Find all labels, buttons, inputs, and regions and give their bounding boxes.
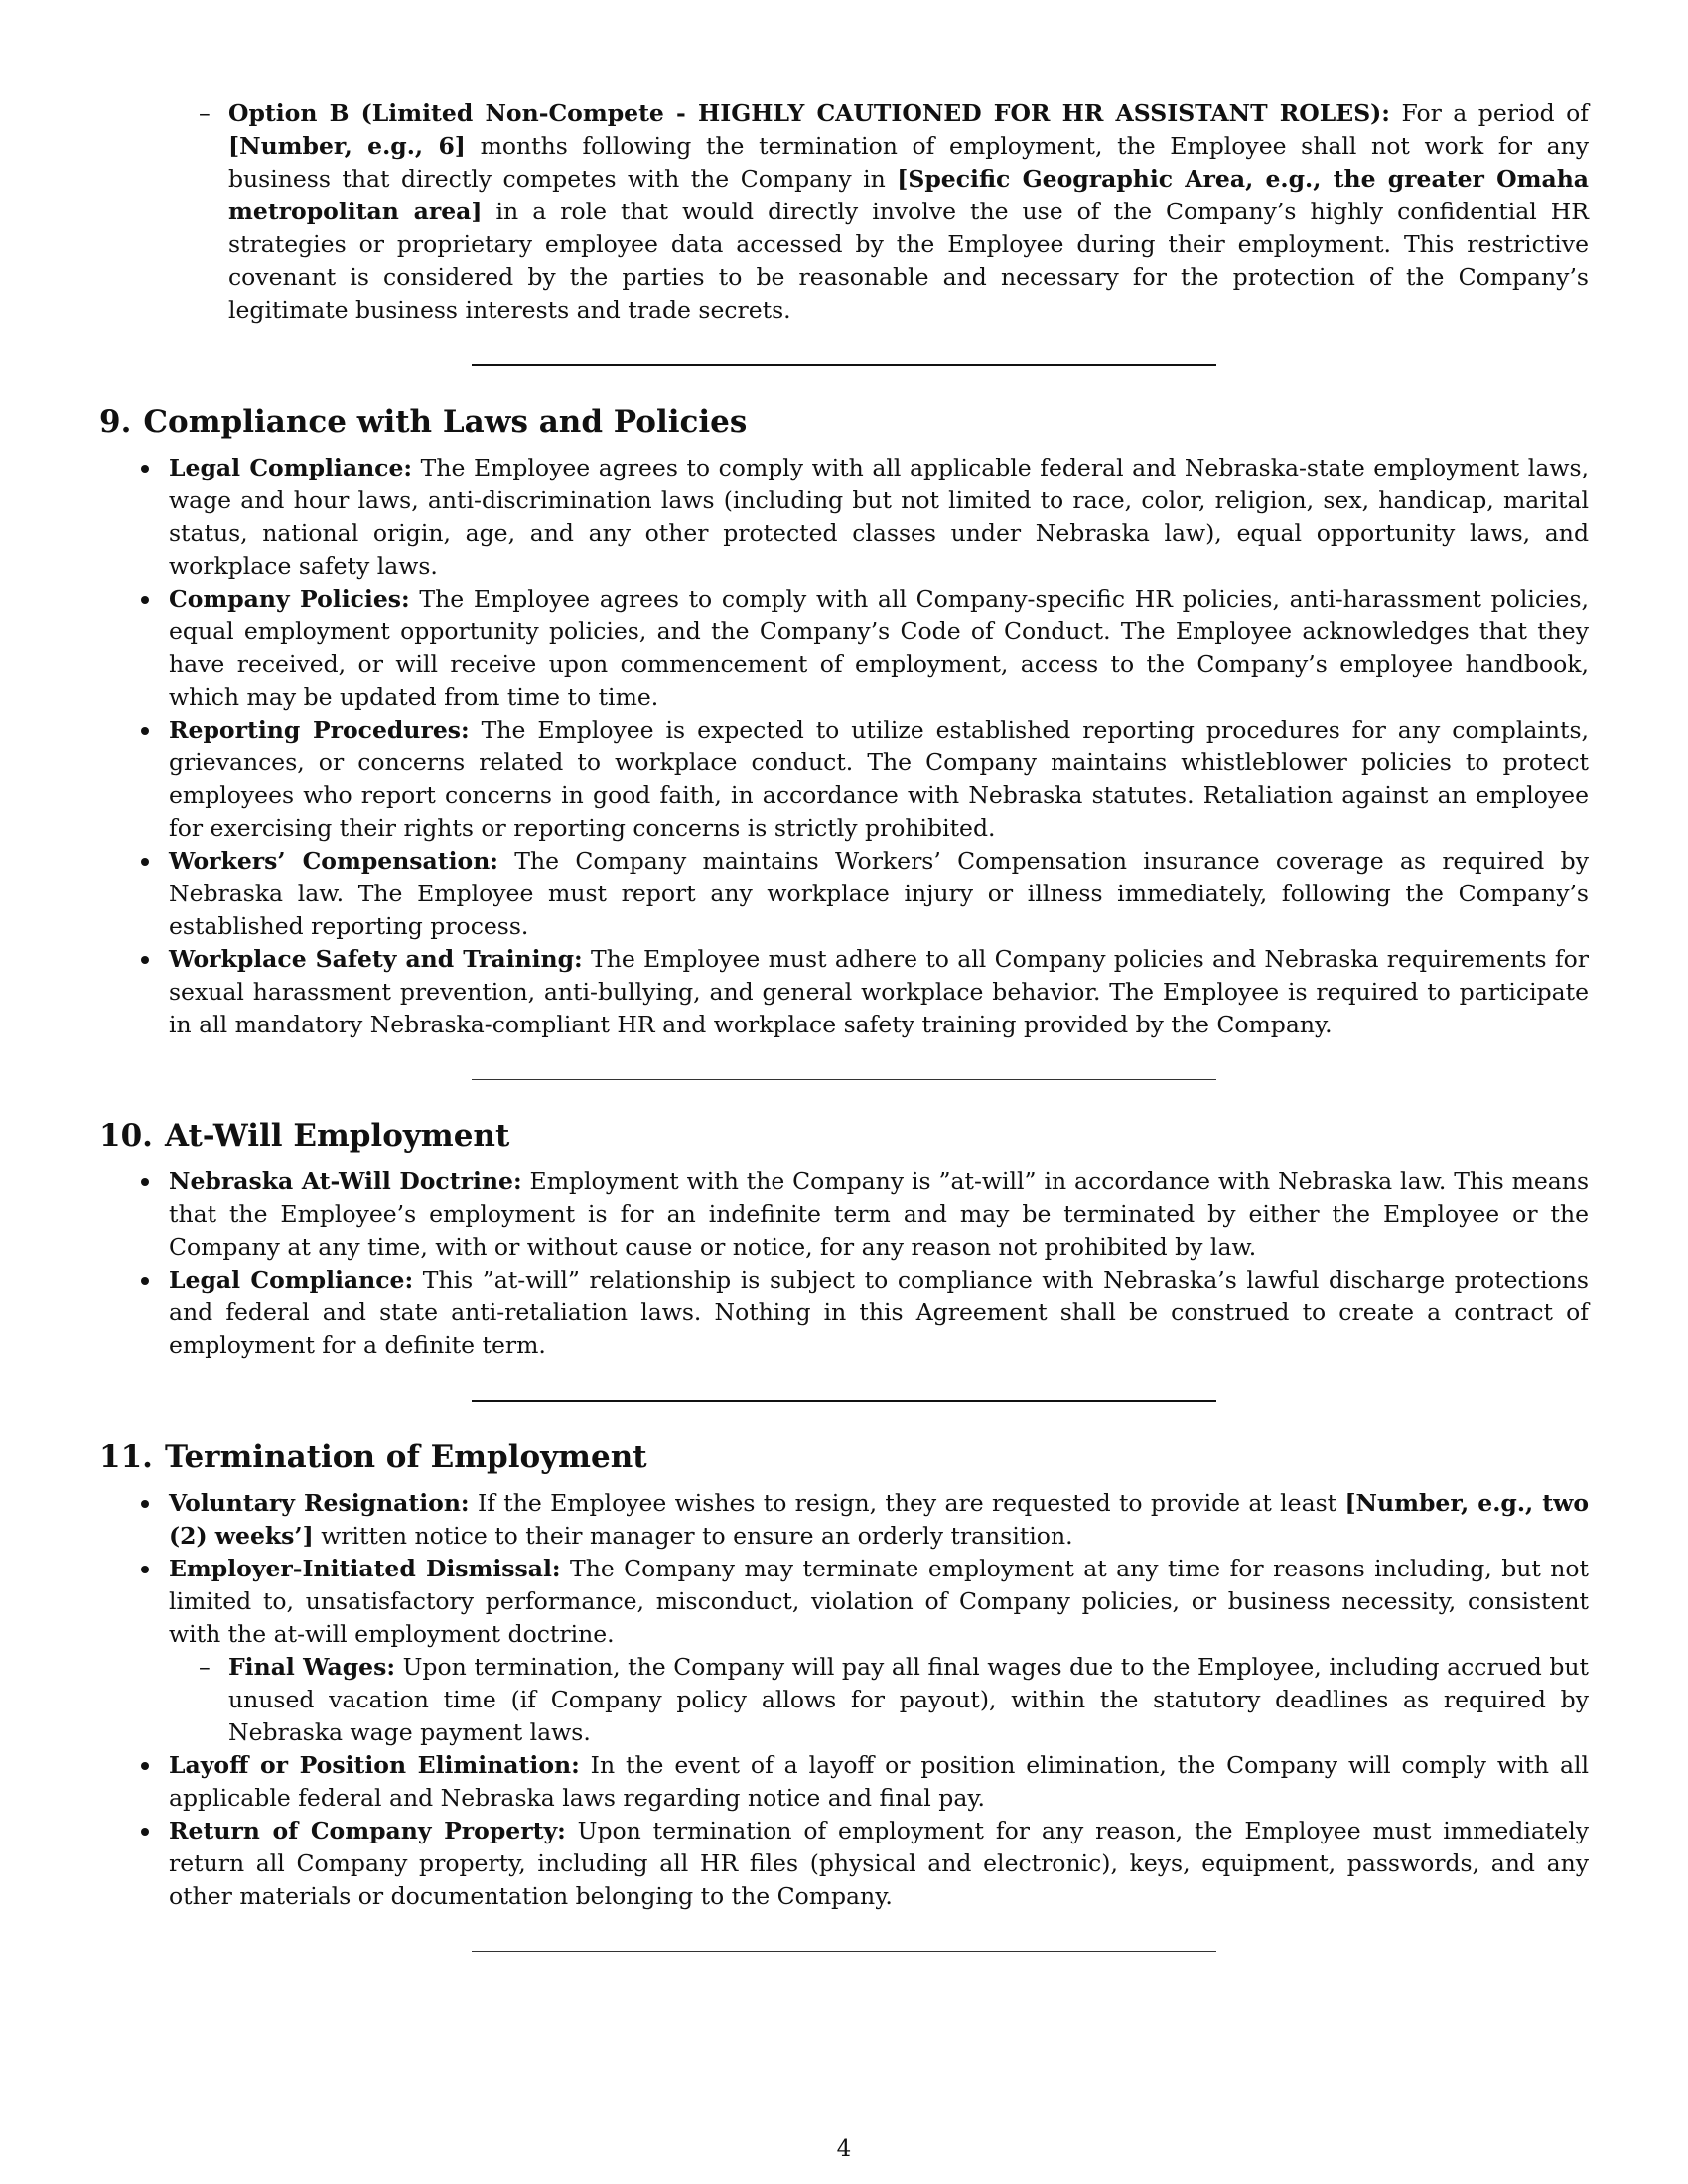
list-item — [99, 1264, 1589, 1362]
list-item — [99, 1553, 1589, 1749]
list-item — [99, 845, 1589, 943]
bullet-icon — [141, 1762, 149, 1770]
list-item — [99, 583, 1589, 714]
section-11-heading — [99, 1437, 1589, 1477]
list-item — [99, 1165, 1589, 1264]
item-text: The Employee is expected to utilize established reporting procedures for any complaints, grievances, or concerns related to workplace conduct. The Company maintains whistleblower policies to protect employees who report concerns in good faith, in accordance with Nebraska statutes. Retaliation against an employee for exercising their rights or reporting concerns is strictly prohibited. — [169, 716, 1589, 842]
dash-marker: – — [199, 1653, 211, 1681]
section-11-list — [99, 1487, 1589, 1913]
bullet-icon — [141, 727, 149, 735]
list-item — [99, 452, 1589, 583]
item-text: The Company may terminate employment at any time for reasons including, but not limited to, unsatisfactory performance, misconduct, violation of Company policies, or business necessity, consistent with the at-will employment doctrine. — [169, 1555, 1589, 1648]
page-number: 4 — [836, 2136, 852, 2162]
item-label: Reporting Procedures: — [169, 716, 470, 744]
item-text: Employment with the Company is ”at-will” in accordance with Nebraska law. This means that the Employee’s employment is for an indefinite term and may be terminated by either the Employee or the Company at any time, with or without cause or notice, for any reason not prohibited by law. — [169, 1167, 1589, 1261]
bullet-icon — [141, 1178, 149, 1186]
section-10-number: 10. — [99, 1118, 153, 1154]
section-11-title: Termination of Employment — [164, 1439, 647, 1475]
section-9-list — [99, 452, 1589, 1041]
bullet-icon — [141, 1566, 149, 1573]
bullet-icon — [141, 1828, 149, 1836]
item-text: The Employee agrees to comply with all Company-specific HR policies, anti-harassment policies, equal employment opportunity policies, and the Company’s Code of Conduct. The Employee acknowledges that they have received, or will receive upon commencement of employment, access to the Company’s employee handbook, which may be updated from time to time. — [169, 585, 1589, 711]
list-item — [99, 1487, 1589, 1553]
section-10-heading — [99, 1116, 1589, 1156]
bullet-icon — [141, 858, 149, 866]
section-10-title: At-Will Employment — [164, 1118, 510, 1154]
item-text: The Employee agrees to comply with all applicable federal and Nebraska-state employment laws, wage and hour laws, anti-discrimination laws (including but not limited to race, color, religion, sex, handicap, marital status, national origin, age, and any other protected classes under Nebraska law), equal opportunity laws, and workplace safety laws. — [169, 454, 1589, 580]
option-b-text-1: For a period of — [1389, 99, 1589, 127]
item-label: Legal Compliance: — [169, 454, 413, 481]
section-divider — [472, 1079, 1216, 1080]
dash-marker: – — [199, 99, 211, 127]
section-9-number: 9. — [99, 404, 132, 440]
option-b-item — [199, 97, 1590, 327]
bullet-icon — [141, 1500, 149, 1508]
option-b-placeholder-area: [Specific Geographic Area, e.g., the greater Omaha metropolitan area] — [228, 165, 1590, 225]
bullet-icon — [141, 596, 149, 604]
item-label: Workers’ Compensation: — [169, 847, 498, 875]
item-label: Final Wages: — [228, 1653, 396, 1681]
list-item — [99, 714, 1589, 845]
section-9-title: Compliance with Laws and Policies — [143, 404, 748, 440]
item-text: Upon termination of employment for any reason, the Employee must immediately return all Company property, including all HR files (physical and electronic), keys, equipment, passwords, and any other materials or documentation belonging to the Company. — [169, 1817, 1589, 1910]
list-item — [99, 943, 1589, 1041]
list-item — [99, 1815, 1589, 1913]
item-text: The Employee must adhere to all Company policies and Nebraska requirements for sexual harassment prevention, anti-bullying, and general workplace behavior. The Employee is required to participate in all mandatory Nebraska-compliant HR and workplace safety training provided by the Company. — [169, 945, 1589, 1038]
section-9-heading — [99, 402, 1589, 442]
option-b-placeholder-months: [Number, e.g., 6] — [228, 132, 466, 160]
item-text: The Company maintains Workers’ Compensation insurance coverage as required by Nebraska law. The Employee must report any workplace injury or illness immediately, following the Company’s established reporting process. — [169, 847, 1589, 940]
section-11-number: 11. — [99, 1439, 153, 1475]
option-b-title: Option B (Limited Non-Compete - HIGHLY CAUTIONED FOR HR ASSISTANT ROLES): — [228, 99, 1390, 127]
item-label: Employer-Initiated Dismissal: — [169, 1555, 561, 1582]
item-label: Nebraska At-Will Doctrine: — [169, 1167, 522, 1195]
bullet-icon — [141, 956, 149, 964]
item-label: Layoff or Position Elimination: — [169, 1751, 580, 1779]
item-label: Workplace Safety and Training: — [169, 945, 583, 973]
item-label: Voluntary Resignation: — [169, 1489, 470, 1517]
final-wages-subitem — [199, 1651, 1589, 1749]
section-divider — [472, 1951, 1216, 1952]
section-divider — [472, 1400, 1216, 1402]
list-item — [99, 1749, 1589, 1815]
item-text: Upon termination, the Company will pay all final wages due to the Employee, including accrued but unused vacation time (if Company policy allows for payout), within the statutory deadlines as required by Nebraska wage payment laws. — [228, 1653, 1589, 1746]
item-text: written notice to their manager to ensure an orderly transition. — [313, 1522, 1073, 1550]
option-b-text-2: months following the termination of employment, the Employee shall not work for any business that directly competes with the Company in — [228, 132, 1590, 193]
item-label: Company Policies: — [169, 585, 410, 613]
section-divider — [472, 364, 1216, 366]
item-text: This ”at-will” relationship is subject to compliance with Nebraska’s lawful discharge protections and federal and state anti-retaliation laws. Nothing in this Agreement shall be construed to create a contract of employment for a definite term. — [169, 1266, 1589, 1359]
page-content — [99, 97, 1589, 1952]
item-text: If the Employee wishes to resign, they are requested to provide at least — [469, 1489, 1345, 1517]
item-label: Return of Company Property: — [169, 1817, 566, 1844]
section-10-list — [99, 1165, 1589, 1362]
bullet-icon — [141, 1277, 149, 1285]
item-label: Legal Compliance: — [169, 1266, 414, 1294]
notice-period-placeholder: [Number, e.g., two (2) weeks’] — [169, 1489, 1589, 1550]
option-b-text-3: in a role that would directly involve the use of the Company’s highly confidential HR strategies or proprietary employee data accessed by the Employee during their employment. This restrictive covenant is considered by the parties to be reasonable and necessary for the protection of the Company’s legitimate business interests and trade secrets. — [228, 198, 1589, 324]
bullet-icon — [141, 465, 149, 473]
item-text: In the event of a layoff or position elimination, the Company will comply with all applicable federal and Nebraska laws regarding notice and final pay. — [169, 1751, 1589, 1812]
